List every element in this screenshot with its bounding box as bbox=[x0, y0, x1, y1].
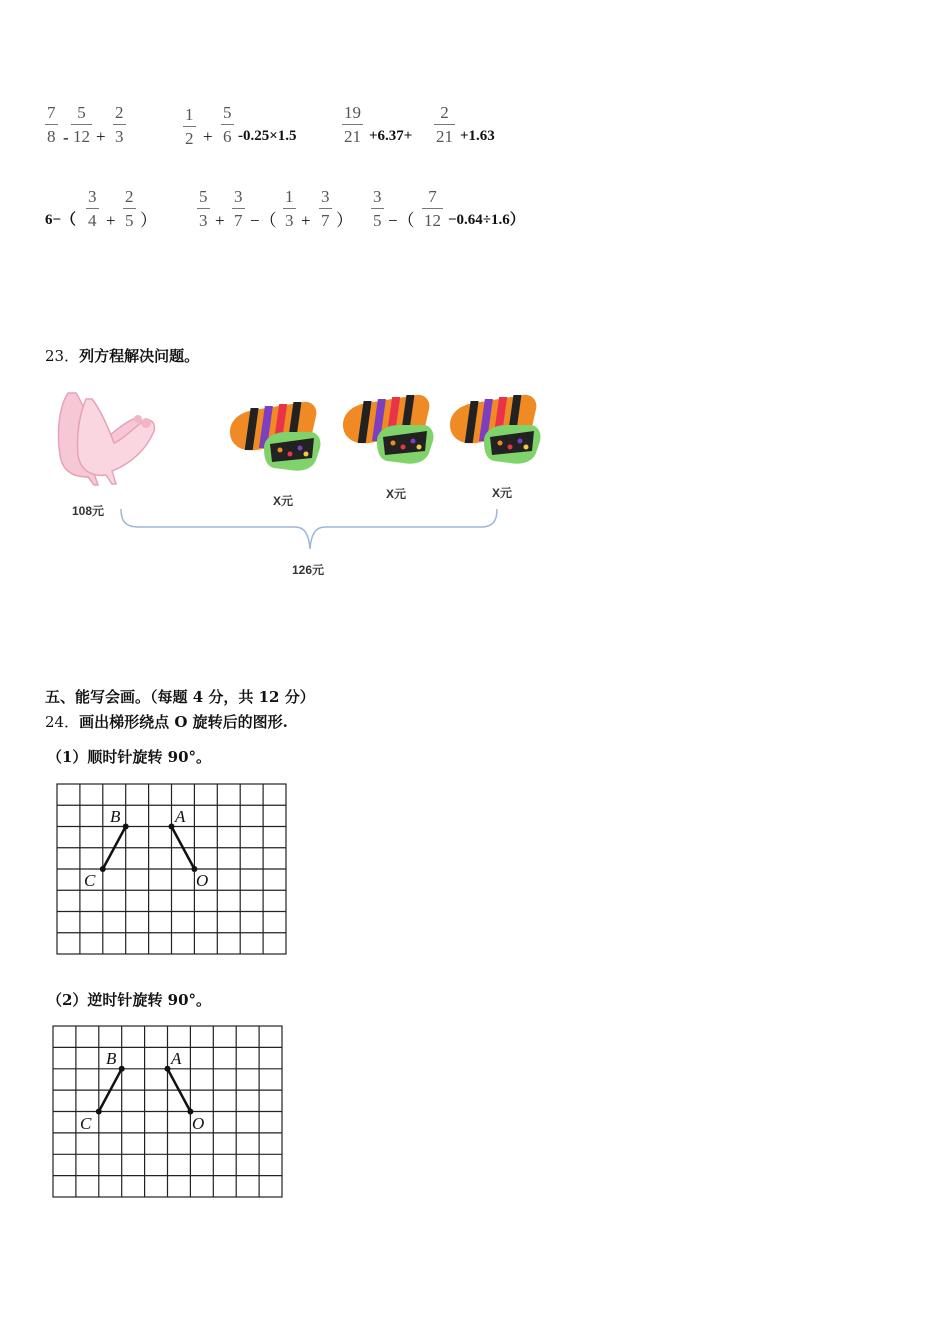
operator: −（ bbox=[250, 211, 277, 230]
sock-price-label-2: X元 bbox=[386, 487, 407, 501]
fraction: 7 12 bbox=[424, 187, 441, 230]
fraction: 2 3 bbox=[115, 103, 124, 146]
point-b bbox=[119, 1066, 125, 1072]
section-5-heading: 五、能写会画。（每题 4 分，共 12 分） bbox=[45, 688, 315, 706]
point-c bbox=[100, 866, 106, 872]
grid-2 bbox=[52, 1025, 284, 1198]
sock-icon bbox=[343, 395, 434, 464]
label-a: A bbox=[171, 1049, 182, 1068]
fraction: 5 6 bbox=[223, 103, 232, 146]
shoe-icon bbox=[58, 393, 154, 485]
shoes-price-label: 108元 bbox=[72, 504, 105, 518]
operator: + bbox=[106, 211, 116, 230]
sock-price-label-3: X元 bbox=[492, 486, 513, 500]
socks-image-3 bbox=[446, 391, 542, 467]
label-o: O bbox=[196, 871, 209, 890]
expression-middle: +6.37+ bbox=[369, 128, 413, 144]
fraction: 3 7 bbox=[234, 187, 243, 230]
label-c: C bbox=[84, 871, 96, 890]
sock-price-label-1: X元 bbox=[273, 494, 294, 508]
operator: + bbox=[301, 211, 311, 230]
grid-lines bbox=[53, 1026, 282, 1197]
fraction: 3 5 bbox=[373, 187, 382, 230]
fraction: 5 12 bbox=[73, 103, 90, 146]
label-b: B bbox=[110, 807, 121, 826]
fraction: 3 4 bbox=[88, 187, 97, 230]
fraction: 19 21 bbox=[344, 103, 361, 146]
point-c bbox=[96, 1109, 102, 1115]
operator: + bbox=[215, 211, 225, 230]
expression-tail: −0.64÷1.6） bbox=[448, 212, 525, 228]
label-b: B bbox=[106, 1049, 117, 1068]
operator: + bbox=[203, 127, 213, 146]
fraction: 1 2 bbox=[185, 105, 194, 148]
point-a bbox=[165, 1066, 171, 1072]
point-a bbox=[169, 824, 175, 830]
operator: ） bbox=[140, 211, 157, 230]
operator: −（ bbox=[388, 211, 415, 230]
total-brace bbox=[115, 505, 505, 555]
label-c: C bbox=[80, 1114, 92, 1133]
fraction: 2 5 bbox=[125, 187, 134, 230]
socks-image-2 bbox=[339, 391, 435, 467]
expression-tail: -0.25×1.5 bbox=[238, 128, 297, 144]
part-2-label: （2）逆时针旋转 90°。 bbox=[47, 991, 212, 1009]
expression-tail: +1.63 bbox=[460, 128, 495, 144]
fraction: 2 21 bbox=[436, 103, 453, 146]
expression-lead: 6−（ bbox=[45, 212, 77, 228]
fraction: 3 7 bbox=[321, 187, 330, 230]
operator: - bbox=[63, 128, 69, 147]
grid-1 bbox=[56, 783, 288, 955]
question-23-heading: 23．列方程解决问题。 bbox=[45, 347, 200, 365]
operator: ） bbox=[336, 211, 353, 230]
socks-image-1 bbox=[226, 398, 322, 474]
shoes-image bbox=[50, 385, 160, 495]
fraction: 7 8 bbox=[47, 103, 56, 146]
question-24-heading: 24．画出梯形绕点 O 旋转后的图形. bbox=[45, 713, 288, 731]
operator: + bbox=[96, 127, 106, 146]
sock-icon bbox=[230, 402, 321, 471]
part-1-label: （1）顺时针旋转 90°。 bbox=[47, 748, 212, 766]
label-a: A bbox=[175, 807, 186, 826]
sock-icon bbox=[450, 395, 541, 464]
grid-lines bbox=[57, 784, 286, 954]
fraction: 1 3 bbox=[285, 187, 294, 230]
point-b bbox=[123, 824, 129, 830]
fraction: 5 3 bbox=[199, 187, 208, 230]
label-o: O bbox=[192, 1114, 205, 1133]
total-price-label: 126元 bbox=[292, 563, 325, 577]
